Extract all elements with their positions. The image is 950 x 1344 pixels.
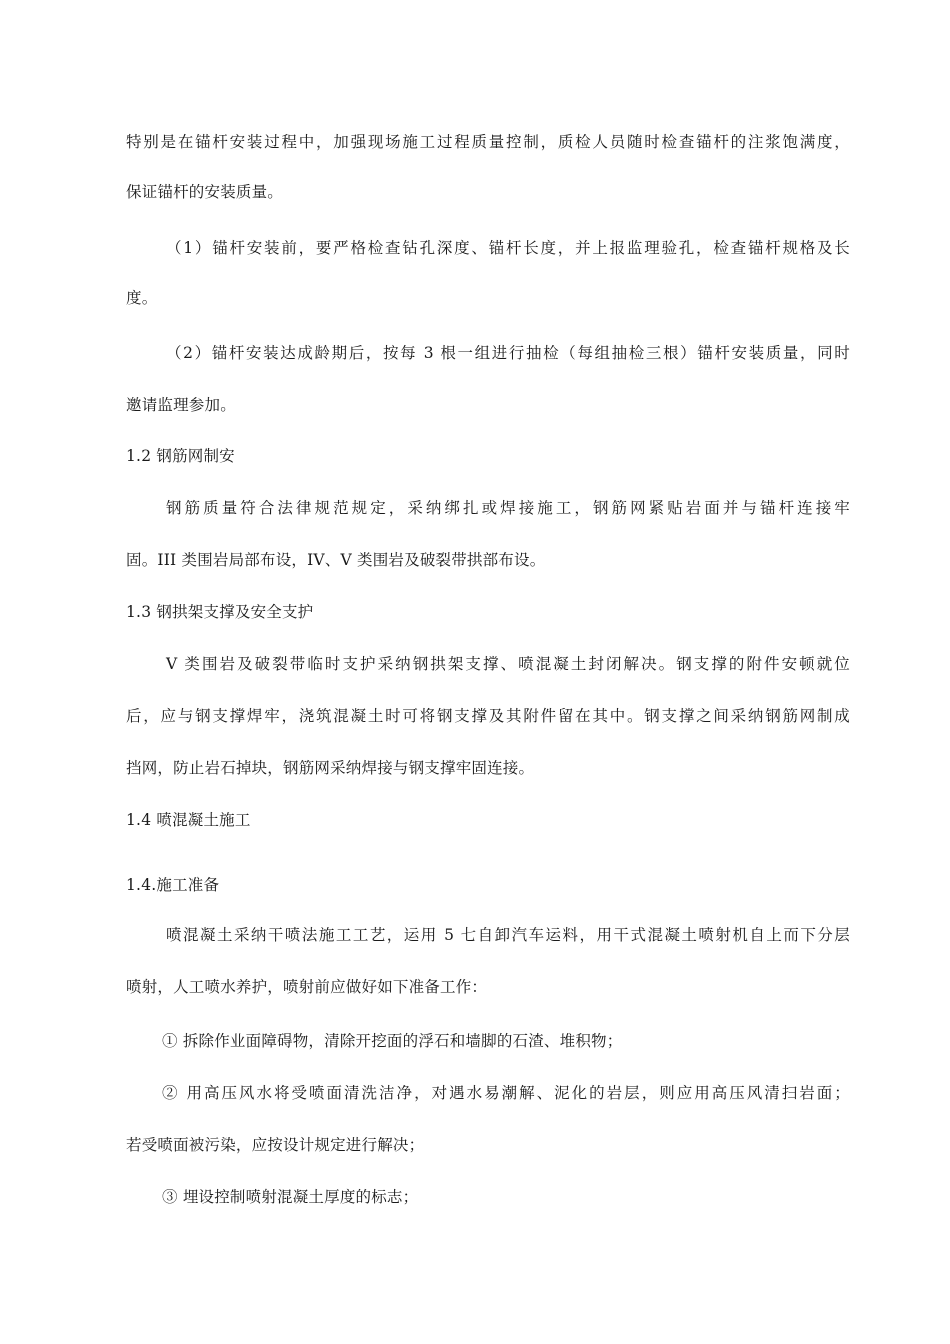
list-item-1-line: （1）锚杆安装前，要严格检查钻孔深度、锚杆长度，并上报监理验孔，检查锚杆规格及长 [166, 239, 850, 257]
paragraph-line: 特别是在锚杆安装过程中，加强现场施工过程质量控制，质检人员随时检查锚杆的注浆饱满度， [126, 133, 850, 151]
list-item-2-line: 邀请监理参加。 [126, 396, 236, 414]
list-item-1-line: 度。 [126, 289, 158, 307]
paragraph-line: 保证锚杆的安装质量。 [126, 183, 284, 201]
paragraph-line: 后，应与钢支撑焊牢，浇筑混凝土时可将钢支撑及其附件留在其中。钢支撑之间采纳钢筋网制成 [126, 707, 850, 725]
section-heading-1-3: 1.3 钢拱架支撑及安全支护 [126, 603, 314, 621]
paragraph-line: 挡网，防止岩石掉块，钢筋网采纳焊接与钢支撑牢固连接。 [126, 759, 535, 777]
paragraph-line: 固。III 类围岩局部布设，IV、V 类围岩及破裂带拱部布设。 [126, 551, 546, 569]
circled-list-item-1: ① 拆除作业面障碍物，清除开挖面的浮石和墙脚的石渣、堆积物； [162, 1032, 623, 1050]
paragraph-line: 喷射，人工喷水养护，喷射前应做好如下准备工作： [126, 978, 488, 996]
paragraph-line: V 类围岩及破裂带临时支护采纳钢拱架支撑、喷混凝土封闭解决。钢支撑的附件安顿就位 [166, 655, 850, 673]
section-heading-1-4: 1.4 喷混凝土施工 [126, 811, 251, 829]
section-heading-1-2: 1.2 钢筋网制安 [126, 447, 235, 465]
circled-list-item-2-cont: 若受喷面被污染，应按设计规定进行解决； [126, 1136, 425, 1154]
paragraph-line: 钢筋质量符合法律规范规定，采纳绑扎或焊接施工，钢筋网紧贴岩面并与锚杆连接牢 [166, 499, 850, 517]
circled-list-item-2: ② 用高压风水将受喷面清洗洁净，对遇水易潮解、泥化的岩层，则应用高压风清扫岩面； [162, 1084, 850, 1102]
subsection-heading: 1.4.施工准备 [126, 876, 220, 894]
circled-list-item-3: ③ 埋设控制喷射混凝土厚度的标志； [162, 1188, 419, 1206]
list-item-2-line: （2）锚杆安装达成龄期后，按每 3 根一组进行抽检（每组抽检三根）锚杆安装质量，同时 [166, 344, 850, 362]
paragraph-line: 喷混凝土采纳干喷法施工工艺，运用 5 七自卸汽车运料，用干式混凝土喷射机自上而下分层 [166, 926, 850, 944]
